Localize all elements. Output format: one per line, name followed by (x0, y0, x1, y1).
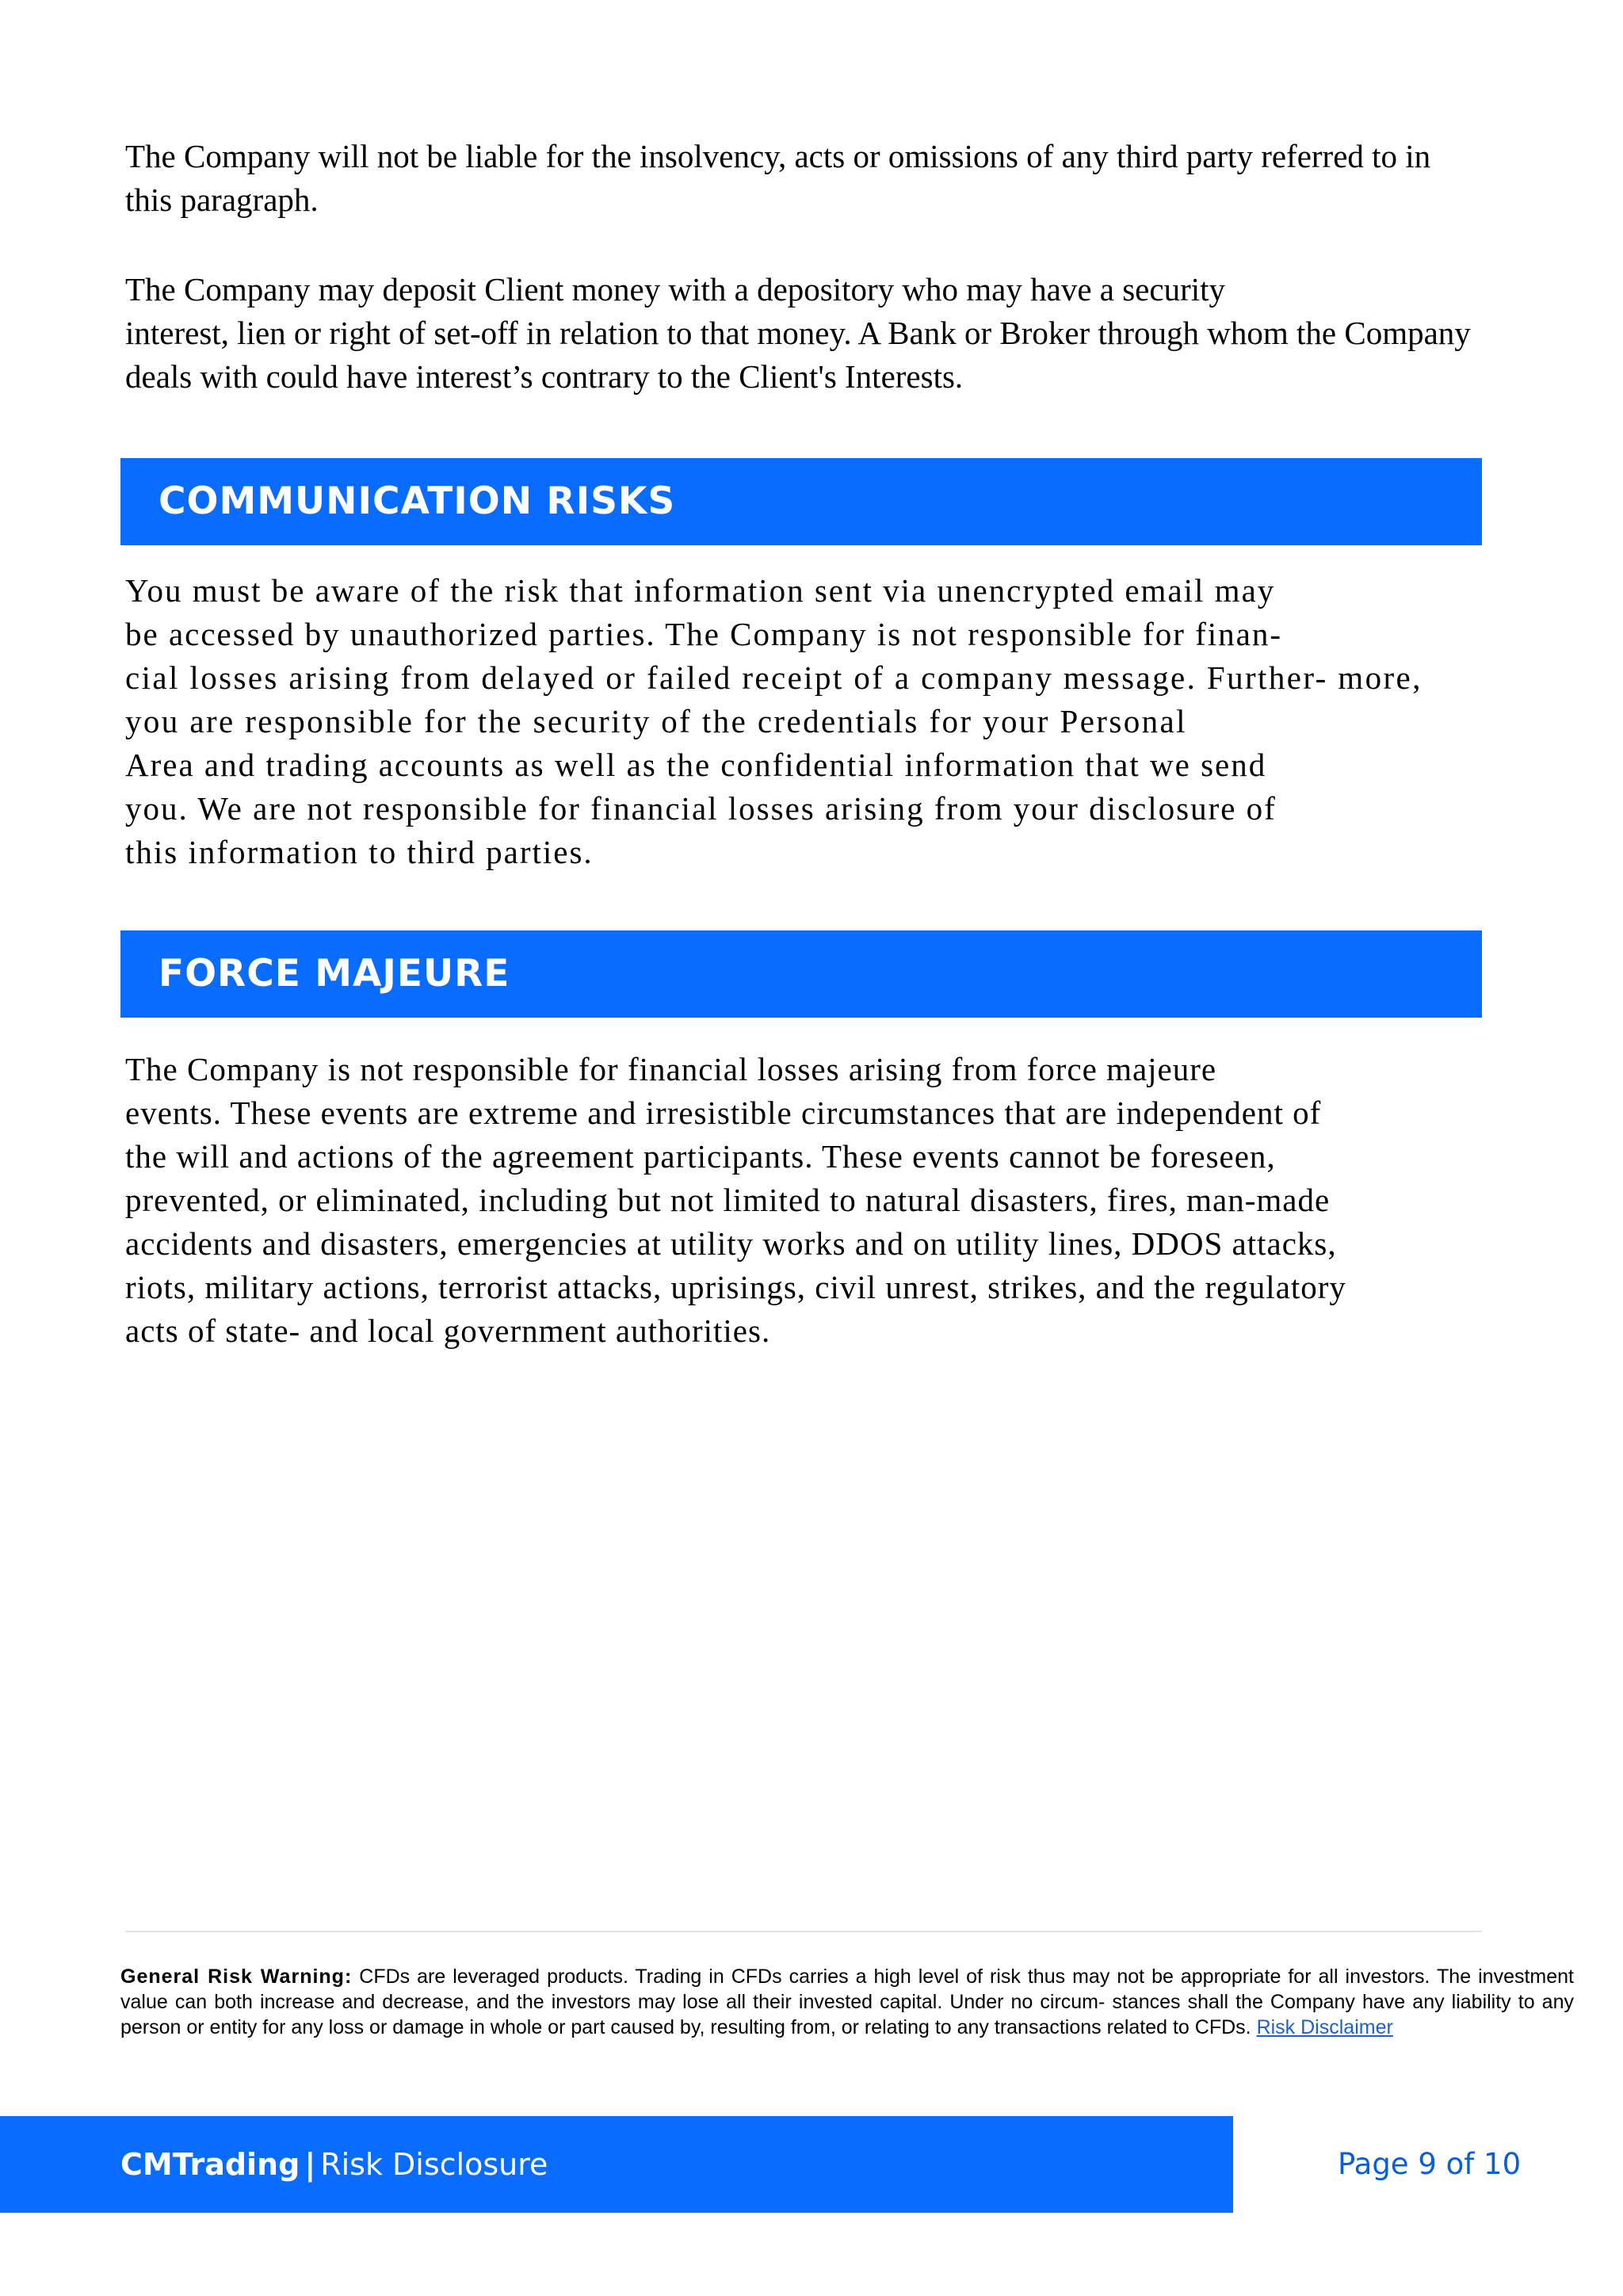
force-majeure-header (120, 930, 1482, 1018)
footer-separator: | (304, 2147, 316, 2182)
text-line: acts of state- and local government authorities. (125, 1312, 771, 1349)
text-line: you are responsible for the security of the credentials for your Personal (125, 703, 1187, 739)
text-line: you. We are not responsible for financial losses arising from your disclosure of (125, 790, 1277, 827)
text-line: this information to third parties. (125, 834, 594, 870)
communication-risks-header (120, 458, 1482, 545)
intro-paragraph-2 (125, 268, 1471, 399)
text-line: accidents and disasters, emergencies at utility works and on utility lines, DDOS attacks, (125, 1225, 1337, 1262)
document-name: Risk Disclosure (320, 2147, 548, 2182)
text-line: cial losses arising from delayed or failed receipt of a company message. Further- more, (125, 659, 1423, 696)
text-line: events. These events are extreme and irresistible circumstances that are independent of (125, 1095, 1322, 1131)
intro-paragraph-1 (125, 135, 1430, 222)
communication-risks-body (125, 569, 1423, 874)
text-line: You must be aware of the risk that information sent via unencrypted email may (125, 572, 1276, 609)
section-title: COMMUNICATION RISKS (158, 479, 676, 523)
risk-warning-lead: General Risk Warning: (120, 1966, 353, 1988)
general-risk-warning (120, 1964, 1574, 2040)
text-line: riots, military actions, terrorist attacks, uprisings, civil unrest, strikes, and the regulatory (125, 1269, 1346, 1305)
footer-bar (0, 2116, 1233, 2213)
text-line: prevented, or eliminated, including but not limited to natural disasters, fires, man-made (125, 1182, 1331, 1218)
brand-name: CMTrading (120, 2147, 300, 2182)
force-majeure-body (125, 1048, 1346, 1353)
footer-brand (120, 2116, 548, 2213)
text-line: Area and trading accounts as well as the confidential information that we send (125, 747, 1267, 783)
text-line: this paragraph. (125, 181, 319, 218)
text-line: deals with could have interest’s contrary to the Client's Interests. (125, 358, 964, 395)
text-line: The Company will not be liable for the insolvency, acts or omissions of any third party referred to in (125, 138, 1431, 174)
text-line: the will and actions of the agreement participants. These events cannot be foreseen, (125, 1138, 1276, 1175)
risk-warning-text: CFDs are leveraged products. Trading in CFDs carries a high level of risk thus may not be appropriate for all investors. The investment value can both increase and decrease, and the investors may lose all their invested capital. Under no circum- stances shall the Company have any liability to any person or entity for any loss or damage in whole or part caused by, resulting from, or relating to any transactions related to CFDs. (120, 1966, 1574, 2038)
section-title: FORCE MAJEURE (158, 952, 510, 995)
text-line: The Company is not responsible for financial losses arising from force majeure (125, 1051, 1217, 1087)
risk-disclaimer-link[interactable]: Risk Disclaimer (1256, 2016, 1393, 2038)
page-number: Page 9 of 10 (1338, 2147, 1522, 2181)
text-line: interest, lien or right of set-off in relation to that money. A Bank or Broker through whom the Company (125, 315, 1471, 351)
text-line: be accessed by unauthorized parties. The Company is not responsible for finan- (125, 616, 1283, 652)
footer-divider (125, 1931, 1482, 1932)
text-line: The Company may deposit Client money with a depository who may have a security (125, 271, 1226, 308)
